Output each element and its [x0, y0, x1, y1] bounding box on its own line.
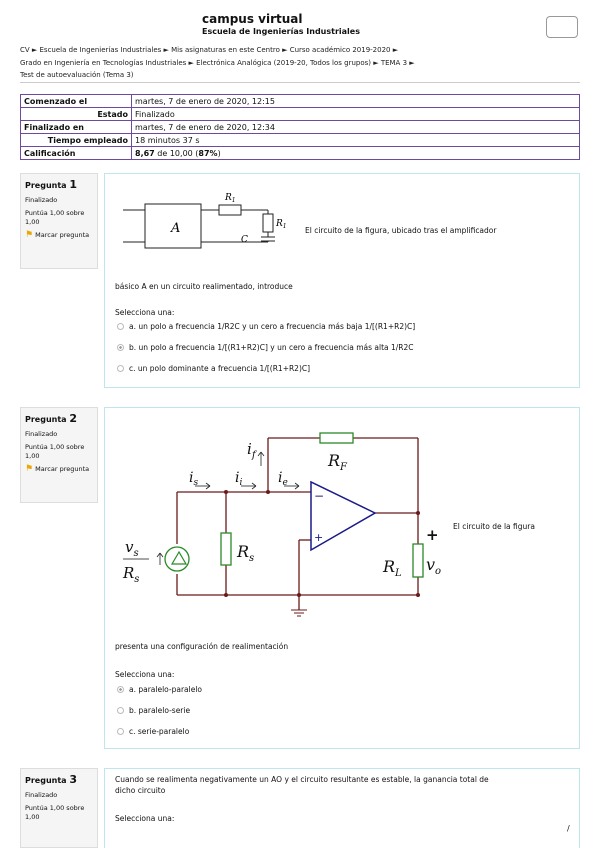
fig-label-vo: $v_o$: [426, 555, 442, 577]
table-row: [21, 147, 580, 160]
time-value: 18 minutos 37 s: [132, 134, 580, 147]
circuit-figure-2: [113, 422, 443, 632]
flag-label[interactable]: Marcar pregunta: [35, 231, 90, 239]
answer-option-b[interactable]: [117, 706, 190, 715]
answer-option-b[interactable]: [117, 343, 414, 352]
question-num: 1: [69, 178, 78, 191]
fig-label-rl: $R_L$: [383, 557, 402, 579]
fig-label-vs: $v_s$: [125, 538, 139, 559]
table-row: [21, 95, 580, 108]
fig-label-ie: $i_e$: [278, 470, 288, 488]
site-title[interactable]: campus virtual: [202, 12, 303, 26]
grade-rest: de 10,00 (: [157, 148, 199, 158]
finished-value: martes, 7 de enero de 2020, 12:34: [132, 121, 580, 134]
flag-label[interactable]: Marcar pregunta: [35, 465, 90, 473]
fig-label-ii: $i_i$: [235, 470, 243, 488]
flag-question-link[interactable]: [25, 231, 93, 240]
question-num: 2: [69, 412, 78, 425]
option-label[interactable]: b. un polo a frecuencia 1/[(R1+R2)C] y un cero a frecuencia más alta 1/R2C: [129, 343, 414, 352]
started-value: martes, 7 de enero de 2020, 12:15: [132, 95, 580, 108]
flag-question-link[interactable]: [25, 465, 93, 474]
select-one-label: Selecciona una:: [115, 814, 175, 823]
question-content-2: [104, 407, 580, 749]
option-label[interactable]: c. serie-paralelo: [129, 727, 190, 736]
fig-label-r1: $R_1$: [225, 193, 236, 204]
answer-option-a[interactable]: [117, 322, 415, 331]
question-number: [25, 412, 93, 425]
question-text: dicho circuito: [115, 786, 166, 795]
option-label[interactable]: b. paralelo-serie: [129, 706, 191, 715]
question-status: Finalizado: [25, 791, 58, 799]
question-label: Pregunta: [25, 415, 67, 424]
started-label: Comenzado el: [21, 95, 132, 108]
grade-percent: 87%: [198, 148, 218, 158]
question-status: Finalizado: [25, 430, 58, 438]
state-label: Estado: [21, 108, 132, 121]
select-one-label: Selecciona una:: [115, 308, 175, 317]
question-text: presenta una configuración de realimentación: [115, 642, 289, 651]
finished-label: Finalizado en: [21, 121, 132, 134]
output-plus: +: [426, 526, 439, 544]
fig-label-r2: $R_1$: [276, 219, 287, 230]
opamp-plus: +: [314, 531, 324, 544]
fig-label-rs: $R_s$: [237, 542, 255, 564]
radio-button[interactable]: [117, 686, 124, 693]
radio-button[interactable]: [117, 365, 124, 372]
question-points: Puntúa 1,00 sobre 1,00: [25, 804, 85, 821]
grade-close: ): [217, 148, 221, 158]
question-content-1: [104, 173, 580, 388]
question-text: El circuito de la figura, ubicado tras el amplificador: [305, 226, 497, 235]
circuit-figure-1: [123, 186, 293, 252]
page-mark: /: [567, 824, 570, 833]
question-info-3: [20, 768, 98, 848]
table-row: [21, 108, 580, 121]
fig-label-is: $i_s$: [189, 470, 199, 488]
answer-option-c[interactable]: [117, 364, 310, 373]
flag-icon[interactable]: ⚑: [25, 464, 34, 474]
breadcrumb-line[interactable]: CV ► Escuela de Ingenierías Industriales ► Mis asignaturas en este Centro ► Curso académico 2019-2020 ►: [20, 46, 399, 54]
state-value: Finalizado: [132, 108, 580, 121]
table-row: [21, 121, 580, 134]
table-row: [21, 134, 580, 147]
user-menu-button[interactable]: [546, 16, 578, 38]
question-num: 3: [69, 773, 78, 786]
question-number: [25, 178, 93, 191]
fig-label-rf: $R_F$: [328, 451, 347, 473]
time-label: Tiempo empleado: [21, 134, 132, 147]
opamp-minus: −: [314, 489, 325, 503]
select-one-label: Selecciona una:: [115, 670, 175, 679]
grade-label: Calificación: [21, 147, 132, 160]
site-subtitle: Escuela de Ingenierías Industriales: [202, 27, 360, 36]
option-label[interactable]: a. paralelo-paralelo: [129, 685, 203, 694]
radio-button[interactable]: [117, 728, 124, 735]
question-status: Finalizado: [25, 196, 58, 204]
option-label[interactable]: c. un polo dominante a frecuencia 1/[(R1+R2)C]: [129, 364, 311, 373]
question-text: Cuando se realimenta negativamente un AO y el circuito resultante es estable, la ganancia total de: [115, 775, 489, 784]
attempt-summary-table: [20, 94, 580, 160]
question-label: Pregunta: [25, 181, 67, 190]
flag-icon[interactable]: ⚑: [25, 230, 34, 240]
radio-button[interactable]: [117, 344, 124, 351]
option-label[interactable]: a. un polo a frecuencia 1/R2C y un cero a frecuencia más baja 1/[(R1+R2)C]: [129, 322, 416, 331]
radio-button[interactable]: [117, 707, 124, 714]
fig-label-a: A: [171, 221, 181, 236]
question-text: básico A en un circuito realimentado, introduce: [115, 282, 293, 291]
question-text: El circuito de la figura: [453, 522, 535, 531]
question-points: Puntúa 1,00 sobre 1,00: [25, 209, 85, 226]
fig-label-if: $i_f$: [247, 440, 256, 461]
question-points: Puntúa 1,00 sobre 1,00: [25, 443, 85, 460]
divider: [20, 82, 580, 83]
breadcrumb-line[interactable]: Grado en Ingeniería en Tecnologías Industriales ► Electrónica Analógica (2019-20, Todos los grupos) ► TEMA 3 ►: [20, 58, 415, 67]
question-content-3: [104, 768, 580, 848]
answer-option-c[interactable]: [117, 727, 189, 736]
question-label: Pregunta: [25, 776, 67, 785]
breadcrumb-line: Test de autoevaluación (Tema 3): [20, 71, 134, 79]
breadcrumb[interactable]: [20, 44, 580, 82]
grade-score: 8,67: [135, 148, 155, 158]
answer-option-a[interactable]: [117, 685, 202, 694]
question-info-2: [20, 407, 98, 503]
grade-value: [132, 147, 580, 160]
fig-label-rs-source: $R_s$: [123, 564, 140, 585]
fig-label-c: C: [241, 235, 248, 245]
radio-button[interactable]: [117, 323, 124, 330]
question-number: [25, 773, 93, 786]
question-info-1: [20, 173, 98, 269]
